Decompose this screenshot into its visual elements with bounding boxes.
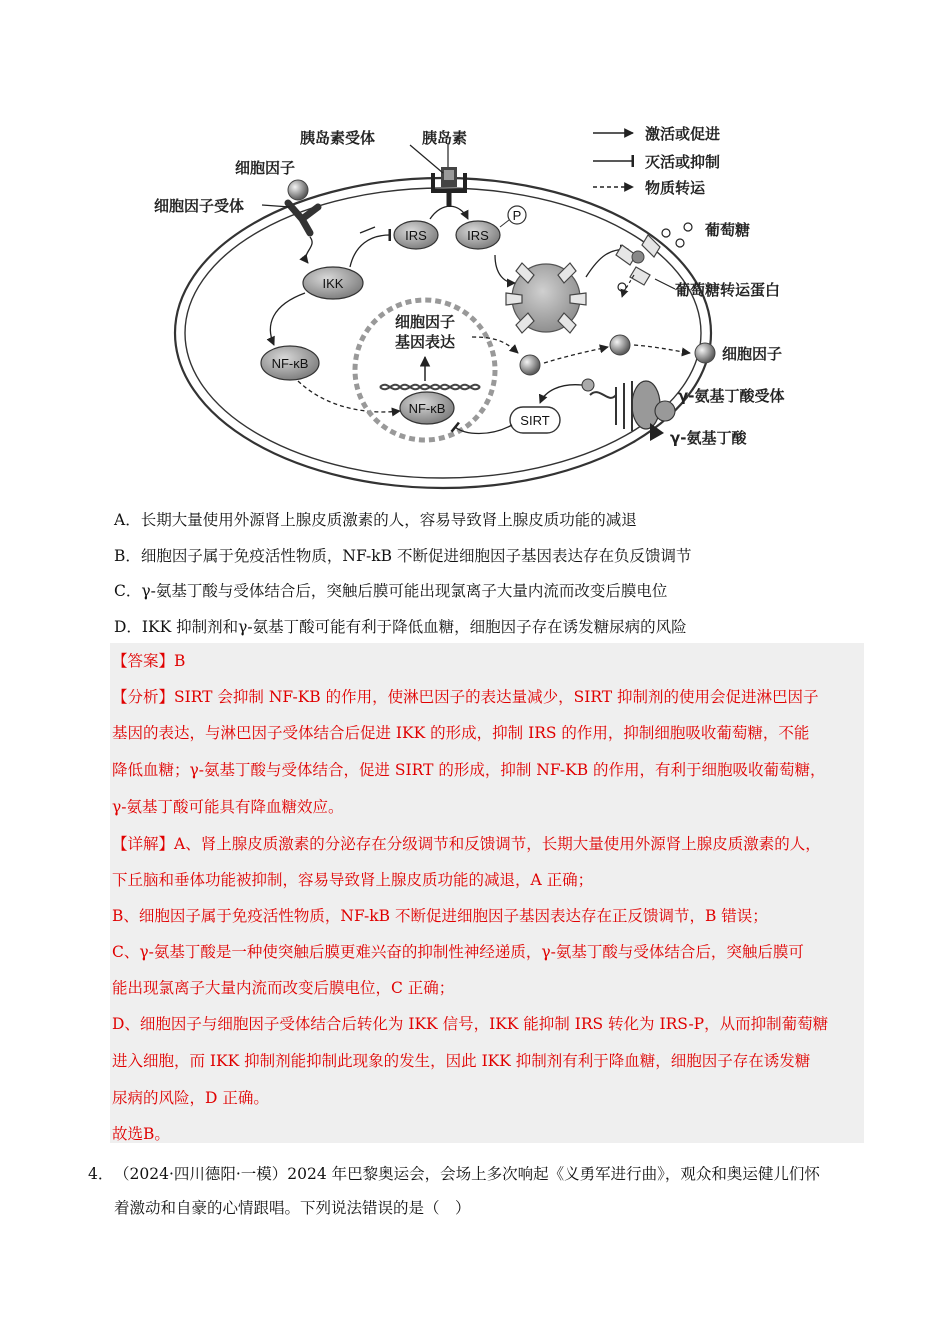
analysis-line-1: 【分析】SIRT 会抑制 NF-KB 的作用，使淋巴因子的表达量减少，SIRT 抑制剂的使用会促进淋巴因子 bbox=[112, 688, 819, 706]
answer-line: 【答案】B bbox=[112, 652, 186, 670]
question-4-line-1: （2024·四川德阳·一模）2024 年巴黎奥运会，会场上多次响起《义勇军进行曲》，观众和奥运健儿们怀 bbox=[114, 1165, 820, 1183]
glucose-label: 葡萄糖 bbox=[705, 221, 751, 239]
ikk-text: IKK bbox=[322, 276, 344, 291]
detail-line-3: B、细胞因子属于免疫活性物质，NF-kB 不断促进细胞因子基因表达存在正反馈调节，B 错误； bbox=[112, 907, 768, 925]
sirt-text: SIRT bbox=[520, 413, 550, 428]
insulin-receptor-label: 胰岛素受体 bbox=[300, 129, 376, 147]
glucose-transporter-label: 葡萄糖转运蛋白 bbox=[675, 281, 781, 299]
detail-line-6: D、细胞因子与细胞因子受体结合后转化为 IKK 信号，IKK 能抑制 IRS 转化为 IRS-P，从而抑制葡萄糖 bbox=[112, 1015, 829, 1033]
detail-line-5: 能出现氯离子大量内流而改变后膜电位，C 正确； bbox=[112, 979, 455, 997]
conclusion: 故选B。 bbox=[112, 1125, 170, 1143]
option-a: A．长期大量使用外源肾上腺皮质激素的人，容易导致肾上腺皮质功能的减退 bbox=[114, 511, 637, 529]
nfkb-2-text: NF-κB bbox=[408, 401, 446, 416]
detail-line-7: 进入细胞，而 IKK 抑制剂能抑制此现象的发生，因此 IKK 抑制剂有利于降血糖，细胞因子存在诱发糖 bbox=[112, 1052, 811, 1070]
analysis-line-2: 基因的表达，与淋巴因子受体结合后促进 IKK 的形成，抑制 IRS 的作用，抑制细胞吸收葡萄糖，不能 bbox=[112, 724, 810, 742]
nucleus-text-1: 细胞因子 bbox=[394, 313, 456, 331]
legend bbox=[593, 125, 720, 197]
cytokine-receptor-label: 细胞因子受体 bbox=[154, 197, 245, 215]
analysis-line-3: 降低血糖；γ-氨基丁酸与受体结合，促进 SIRT 的形成，抑制 NF-KB 的作用，有利于细胞吸收葡萄糖， bbox=[112, 761, 826, 779]
analysis-line-4: γ-氨基丁酸可能具有降血糖效应。 bbox=[112, 798, 344, 816]
detail-line-1: 【详解】A、肾上腺皮质激素的分泌存在分级调节和反馈调节，长期大量使用外源肾上腺皮质激素的人， bbox=[112, 835, 821, 853]
option-d: D．IKK 抑制剂和γ-氨基丁酸可能有利于降低血糖，细胞因子存在诱发糖尿病的风险 bbox=[114, 618, 687, 636]
nucleus-text-2: 基因表达 bbox=[394, 333, 456, 351]
detail-line-8: 尿病的风险，D 正确。 bbox=[112, 1089, 269, 1107]
question-4-line-2: 着激动和自豪的心情跟唱。下列说法错误的是（ ） bbox=[114, 1199, 471, 1217]
cytokine-inside bbox=[520, 355, 540, 375]
cytokine-outside bbox=[695, 343, 715, 363]
legend-inhibit: 灭活或抑制 bbox=[645, 153, 721, 171]
cytokine-receptor bbox=[288, 203, 318, 233]
legend-transport: 物质转运 bbox=[645, 179, 706, 197]
cytokine-label: 细胞因子 bbox=[235, 159, 296, 177]
detail-line-4: C、γ-氨基丁酸是一种使突触后膜更难兴奋的抑制性神经递质，γ-氨基丁酸与受体结合后，突触后膜可 bbox=[112, 943, 804, 961]
gaba-receptor bbox=[582, 379, 675, 441]
cytokine-secreted bbox=[610, 335, 630, 355]
phosphate-text: P bbox=[512, 208, 522, 223]
option-c: C．γ-氨基丁酸与受体结合后，突触后膜可能出现氯离子大量内流而改变后膜电位 bbox=[114, 582, 668, 600]
irs-2-text: IRS bbox=[467, 228, 489, 243]
question-4-number: 4． bbox=[88, 1165, 114, 1183]
cytokine-ball bbox=[288, 180, 308, 200]
option-b: B．细胞因子属于免疫活性物质，NF-kB 不断促进细胞因子基因表达存在负反馈调节 bbox=[114, 547, 692, 565]
nfkb-1-text: NF-κB bbox=[271, 356, 309, 371]
insulin-label: 胰岛素 bbox=[422, 129, 468, 147]
gaba-label: γ-氨基丁酸 bbox=[670, 429, 747, 447]
gaba-receptor-label: γ-氨基丁酸受体 bbox=[678, 387, 785, 405]
legend-activate: 激活或促进 bbox=[645, 125, 721, 143]
cytokine-out-label: 细胞因子 bbox=[722, 345, 783, 363]
detail-line-2: 下丘脑和垂体功能被抑制，容易导致肾上腺皮质功能的减退，A 正确； bbox=[112, 871, 594, 889]
cell-signaling-diagram bbox=[150, 115, 830, 495]
irs-1-text: IRS bbox=[405, 228, 427, 243]
insulin-receptor bbox=[433, 167, 465, 207]
